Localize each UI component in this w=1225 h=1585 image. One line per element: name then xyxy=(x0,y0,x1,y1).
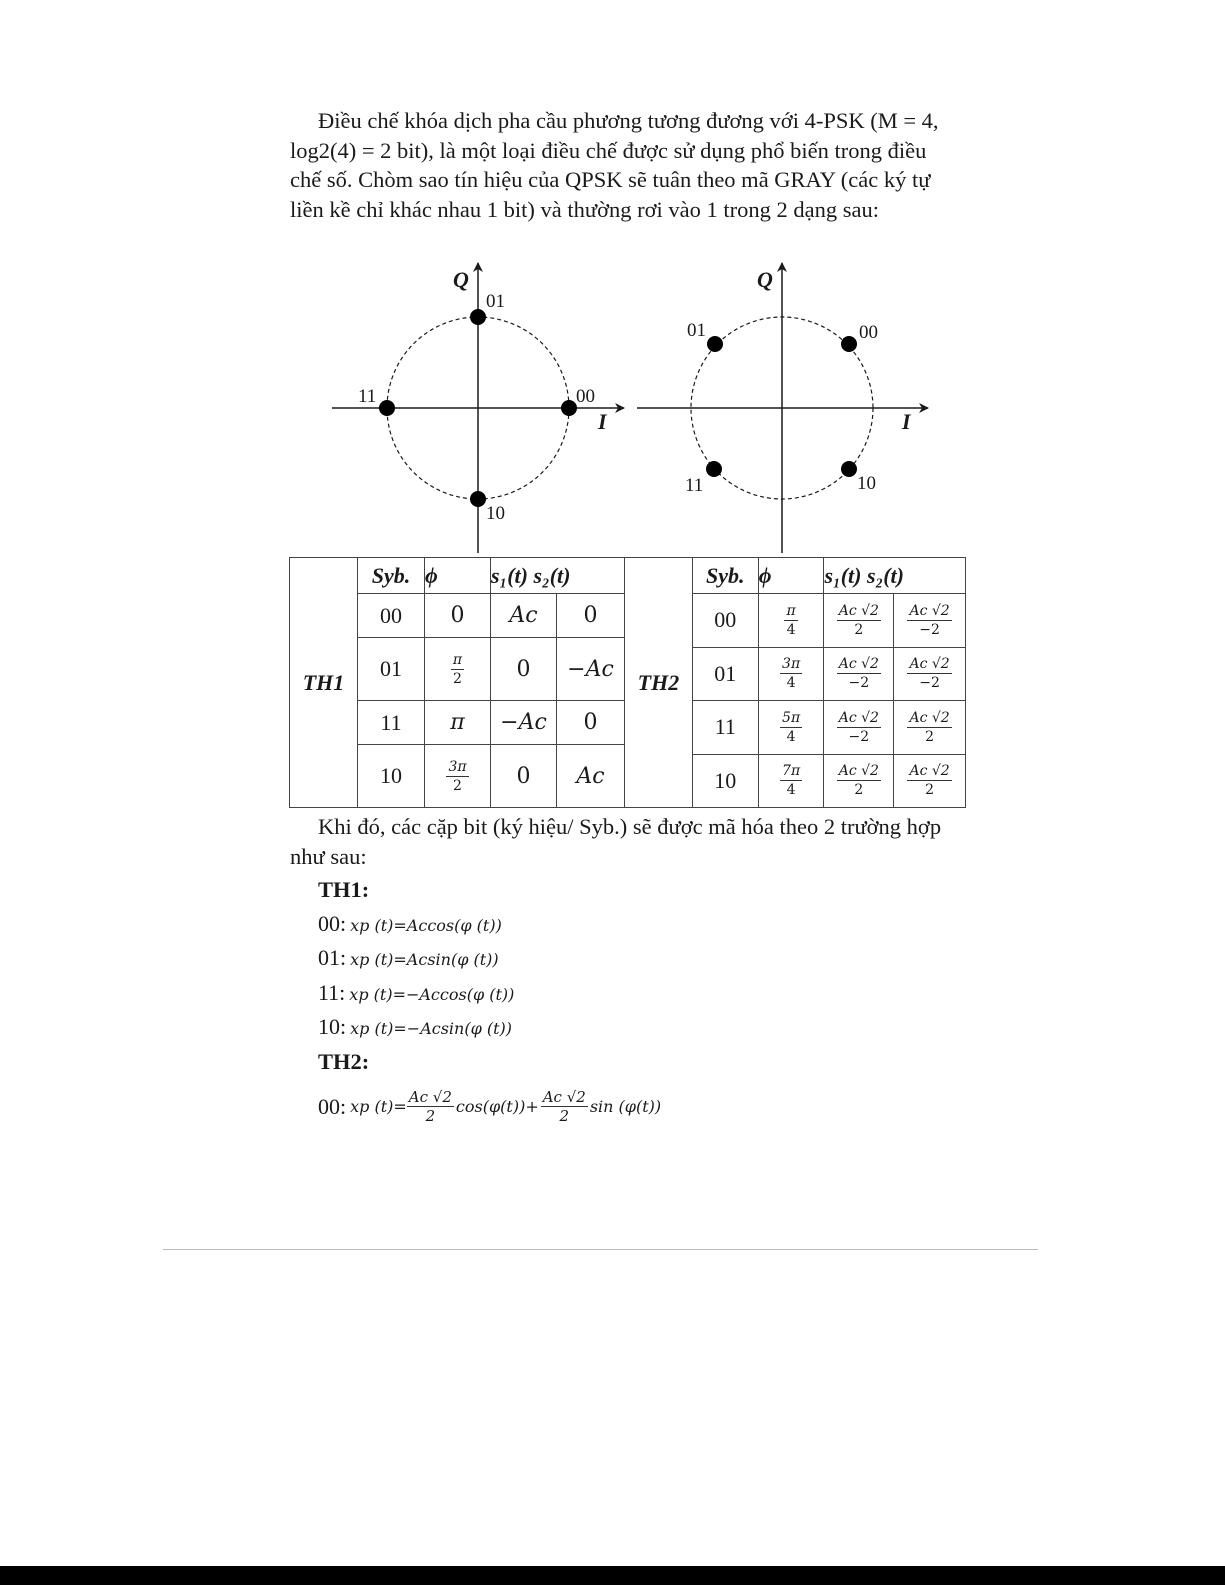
intro-paragraph: Điều chế khóa dịch pha cầu phương tương đương với 4-PSK (M = 4, log2(4) = 2 bit), là một loại điều chế được sử dụng phổ biến trong điều chế số. Chòm sao tín hiệu của QPSK sẽ tuân theo mã GRAY (các ký tự liền kề chỉ khác nhau 1 bit) và thường rơi vào 1 trong 2 dạng sau: xyxy=(290,108,939,222)
header-s: s₁(t) s₂(t) xyxy=(491,558,625,594)
equation-row: 01: xp (t)=Acsin(φ (t)) xyxy=(318,945,499,970)
table-header-row xyxy=(290,558,625,594)
header-sym: Syb. xyxy=(692,558,758,594)
label-01: 01 xyxy=(486,291,505,312)
i-label: I xyxy=(902,409,911,434)
page-divider xyxy=(163,1249,1038,1250)
header-phi: ϕ xyxy=(425,558,491,594)
header-sym: Syb. xyxy=(358,558,425,594)
label-00: 00 xyxy=(576,386,595,407)
header-phi: ϕ xyxy=(758,558,824,594)
table-th1 xyxy=(289,557,625,808)
cell-sym: 00 xyxy=(358,594,425,638)
i-label: I xyxy=(598,409,607,434)
cell-s2: 0 xyxy=(557,594,625,638)
point-01 xyxy=(707,336,723,352)
cell-phi: 0 xyxy=(425,594,491,638)
label-00: 00 xyxy=(859,322,878,343)
cell-s2: −Ac xyxy=(557,638,625,701)
cell-phi: π xyxy=(425,700,491,744)
point-11 xyxy=(379,400,395,416)
cell-sym: 11 xyxy=(692,701,758,755)
cell-s1: $\frac{Ac √2}{-2}$ xyxy=(824,647,894,701)
cell-s1: Ac xyxy=(491,594,557,638)
cell-phi: $\frac{7\pi}{4}$ xyxy=(758,754,824,808)
label-10: 10 xyxy=(486,503,505,524)
th1-heading: TH1: xyxy=(318,877,370,902)
cell-s2: $\frac{Ac √2}{-2}$ xyxy=(894,647,966,701)
point-10 xyxy=(470,491,486,507)
cell-s2: $\frac{Ac √2}{2}$ xyxy=(894,754,966,808)
equation-row: 10: xp (t)=−Acsin(φ (t)) xyxy=(318,1014,513,1039)
cell-s1: 0 xyxy=(491,638,557,701)
header-s: s₁(t) s₂(t) xyxy=(824,558,966,594)
constellation-th2 xyxy=(637,263,928,553)
cell-s1: 0 xyxy=(491,745,557,808)
label-11: 11 xyxy=(358,386,377,407)
case-label: TH2 xyxy=(625,558,693,808)
bottom-bar xyxy=(0,1566,1225,1585)
cell-s1: $\frac{Ac √2}{2}$ xyxy=(824,594,894,648)
cell-sym: 10 xyxy=(358,745,425,808)
equation-row: 00: xp (t)=Accos(φ (t)) xyxy=(318,911,502,936)
cell-sym: 00 xyxy=(692,594,758,648)
cell-s1: $\frac{Ac √2}{-2}$ xyxy=(824,701,894,755)
th2-heading: TH2: xyxy=(318,1049,370,1074)
point-10 xyxy=(841,461,857,477)
q-label: Q xyxy=(453,267,469,292)
cell-s2: $\frac{Ac √2}{-2}$ xyxy=(894,594,966,648)
cell-s1: $\frac{Ac √2}{2}$ xyxy=(824,754,894,808)
constellation-th1 xyxy=(332,263,624,553)
point-00 xyxy=(561,400,577,416)
cell-phi: $\frac{\pi}{2}$ xyxy=(425,638,491,701)
point-01 xyxy=(470,309,486,325)
point-00 xyxy=(841,336,857,352)
cell-sym: 11 xyxy=(358,700,425,744)
qpsk-constellation-diagrams xyxy=(0,255,1225,565)
cell-phi: $\frac{\pi}{4}$ xyxy=(758,594,824,648)
cell-sym: 01 xyxy=(692,647,758,701)
q-label: Q xyxy=(757,267,773,292)
cell-sym: 01 xyxy=(358,638,425,701)
cell-s2: Ac xyxy=(557,745,625,808)
cell-phi: $\frac{5\pi}{4}$ xyxy=(758,701,824,755)
label-10: 10 xyxy=(857,473,876,494)
cell-s2: $\frac{Ac √2}{2}$ xyxy=(894,701,966,755)
point-11 xyxy=(706,461,722,477)
table-th2 xyxy=(624,557,966,808)
cell-phi: $\frac{3\pi}{4}$ xyxy=(758,647,824,701)
table-header-row xyxy=(625,558,966,594)
cell-s2: 0 xyxy=(557,700,625,744)
case-label: TH1 xyxy=(290,558,358,808)
cell-s1: −Ac xyxy=(491,700,557,744)
equation-row-th2: 00: xp (t)= $\frac{Ac √2}{2}$ cos(φ(t))+ $\frac{Ac √2}{2}$ sin (φ(t)) xyxy=(318,1088,662,1125)
after-paragraph: Khi đó, các cặp bit (ký hiệu/ Syb.) sẽ được mã hóa theo 2 trường hợp như sau: xyxy=(290,814,942,869)
equation-row: 11: xp (t)=−Accos(φ (t)) xyxy=(318,980,515,1005)
label-01: 01 xyxy=(687,320,706,341)
cell-sym: 10 xyxy=(692,754,758,808)
label-11: 11 xyxy=(685,475,704,496)
cell-phi: $\frac{3\pi}{2}$ xyxy=(425,745,491,808)
